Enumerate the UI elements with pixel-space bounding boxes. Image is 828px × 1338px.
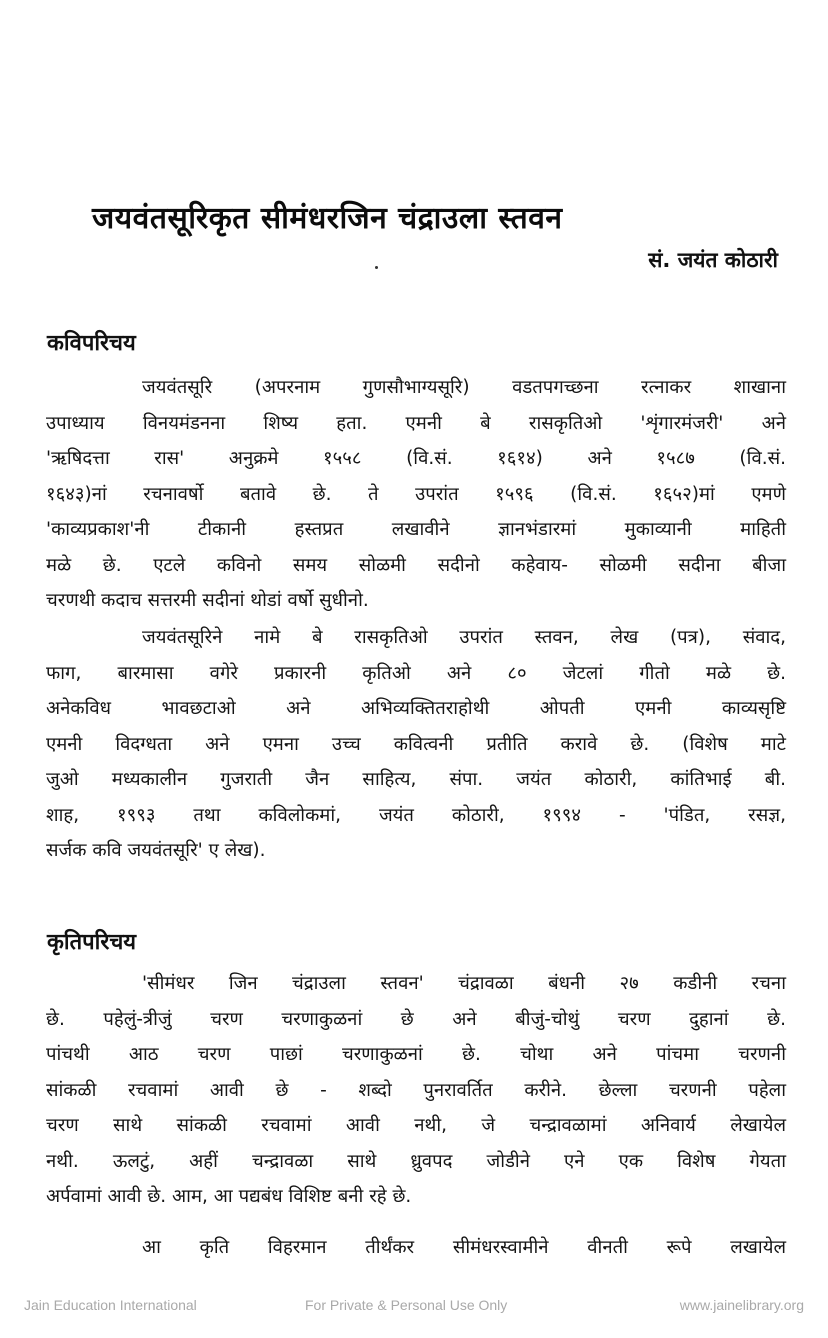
stray-dot [375,266,378,269]
text-line: आ कृति विहरमान तीर्थंकर सीमंधरस्वामीने वीनती रूपे लखायेल [142,1237,786,1258]
text-line: नथी. ऊलटुं, अहीं चन्द्रावळा साथे ध्रुवपद जोडीने एने एक विशेष गेयता [46,1150,786,1172]
text-line: सर्जक कवि जयवंतसूरि' ए लेख). [46,840,266,861]
text-line: उपाध्याय विनयमंडनना शिष्य हता. एमनी बे रासकृतिओ 'शृंगारमंजरी' अने [46,412,786,434]
footer-publisher: Jain Education International [24,1297,197,1313]
page-title: जयवंतसूरिकृत सीमंधरजिन चंद्राउला स्तवन [92,201,563,236]
text-line: पांचथी आठ चरण पाछां चरणाकुळनां छे. चोथा अने पांचमा चरणनी [46,1044,786,1065]
footer-website-link[interactable]: www.jainelibrary.org [679,1297,804,1313]
paragraph-kruti-1 [46,966,786,1215]
text-line: अर्पवामां आवी छे. आम, आ पद्यबंध विशिष्ट बनी रहे छे. [46,1186,412,1207]
paragraph-kavi-1 [46,370,786,619]
text-line: सांकळी रचवामां आवी छे - शब्दो पुनरावर्तित करीने. छेल्ला चरणनी पहेला [46,1079,786,1101]
text-line: 'ऋषिदत्ता रास' अनुक्रमे १५५८ (वि.सं. १६१४) अने १५८७ (वि.सं. [46,448,786,469]
text-line: फाग, बारमासा वगेरे प्रकारनी कृतिओ अने ८० जेटलां गीतो मळे छे. [46,662,786,684]
text-line: एमनी विदग्धता अने एमना उच्च कवित्वनी प्रतीति करावे छे. (विशेष माटे [46,733,786,755]
author-line: सं. जयंत कोठारी [648,248,778,272]
paragraph-kruti-2 [46,1230,786,1266]
text-line: छे. पहेलुं-त्रीजुं चरण चरणाकुळनां छे अने बीजुं-चोथुं चरण दुहानां छे. [46,1008,786,1030]
text-line: 'सीमंधर जिन चंद्राउला स्तवन' चंद्रावळा बंधनी २७ कडीनी रचना [142,973,786,994]
text-line: शाह, १९९३ तथा कविलोकमां, जयंत कोठारी, १९९४ - 'पंडित, रसज्ञ, [46,804,786,826]
section-heading-kavi-parichay: कविपरिचय [47,331,136,356]
text-line: जयवंतसूरि (अपरनाम गुणसौभाग्यसूरि) वडतपगच्छना रत्नाकर शाखाना [142,377,786,398]
text-line: जुओ मध्यकालीन गुजराती जैन साहित्य, संपा. जयंत कोठारी, कांतिभाई बी. [46,769,786,790]
text-line: चरण साथे सांकळी रचवामां आवी नथी, जे चन्द्रावळामां अनिवार्य लेखायेल [46,1115,786,1136]
text-line: 'काव्यप्रकाश'नी टीकानी हस्तप्रत लखावीने ज्ञानभंडारमां मुकाव्यानी माहिती [46,519,786,540]
text-line: १६४३)नां रचनावर्षो बतावे छे. ते उपरांत १५९६ (वि.सं. १६५२)मां एमणे [46,483,786,505]
footer-usage-notice: For Private & Personal Use Only [305,1297,508,1313]
text-line: अनेकविध भावछटाओ अने अभिव्यक्तितराहोथी ओपती एमनी काव्यसृष्टि [46,698,786,719]
section-heading-kruti-parichay: कृतिपरिचय [47,930,137,955]
paragraph-kavi-2 [46,620,786,869]
text-line: जयवंतसूरिने नामे बे रासकृतिओ उपरांत स्तवन, लेख (पत्र), संवाद, [142,627,786,648]
text-line: मळे छे. एटले कविनो समय सोळमी सदीनो कहेवाय- सोळमी सदीना बीजा [46,554,786,576]
text-line: चरणथी कदाच सत्तरमी सदीनां थोडां वर्षो सुधीनो. [46,590,369,611]
